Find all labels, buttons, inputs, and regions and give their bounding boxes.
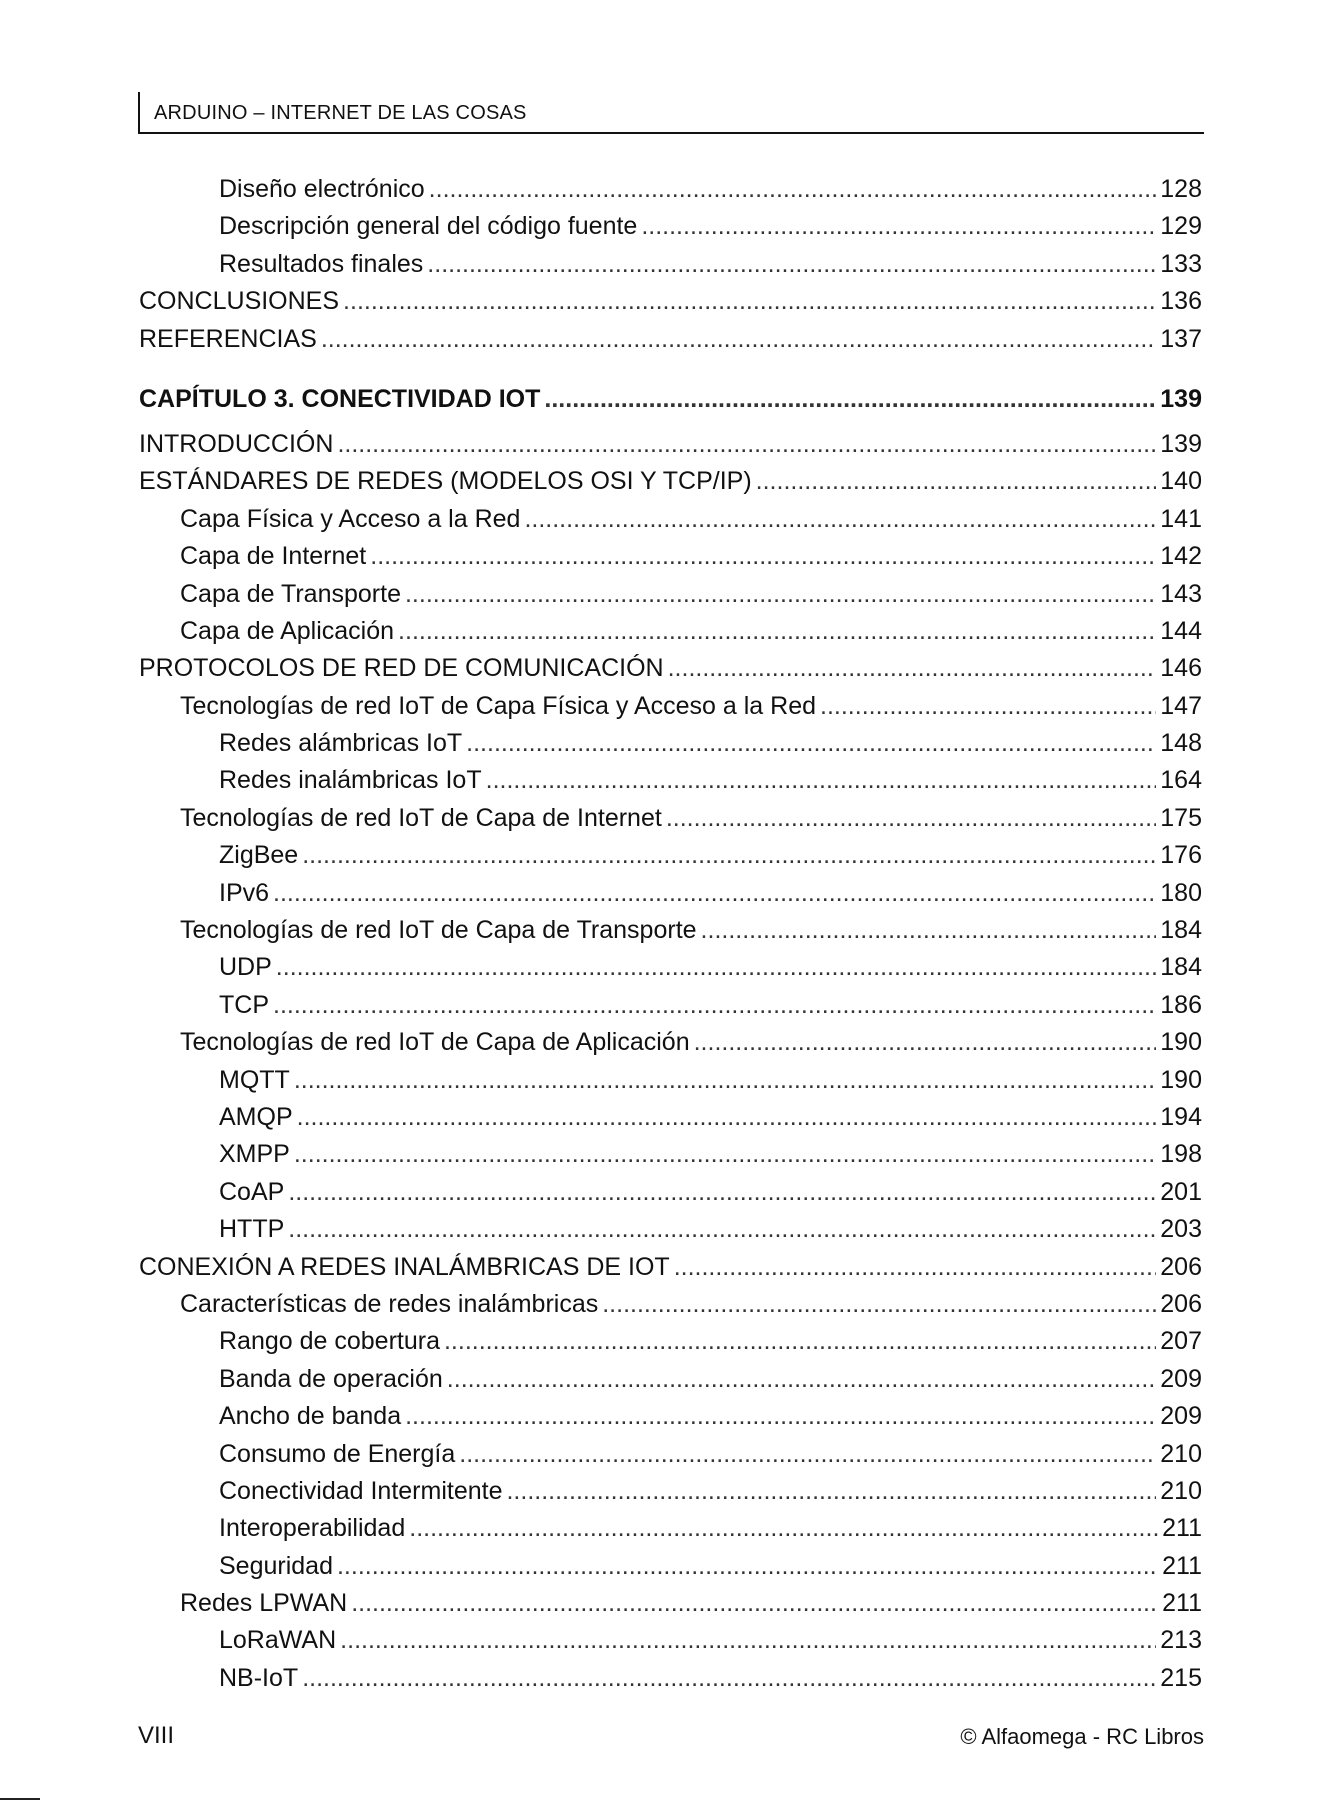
toc-entry-title: Capa de Aplicación — [180, 616, 395, 645]
toc-dot-leader — [337, 1548, 1158, 1585]
toc-entry-title: REFERENCIAS — [139, 324, 317, 353]
toc-entry — [139, 1249, 1202, 1286]
toc-entry — [139, 208, 1202, 245]
toc-entry-title: CAPÍTULO 3. CONECTIVIDAD IOT — [139, 384, 541, 413]
toc-dot-leader — [398, 613, 1156, 650]
toc-entry — [139, 1548, 1202, 1585]
toc-entry-title: TCP — [219, 990, 269, 1019]
toc-entry-page: 210 — [1160, 1476, 1202, 1505]
toc-dot-leader — [302, 837, 1156, 874]
toc-entry-page: 207 — [1160, 1327, 1202, 1356]
toc-entry-page: 206 — [1160, 1252, 1202, 1281]
toc-dot-leader — [294, 1136, 1156, 1173]
toc-entry-title: Diseño electrónico — [219, 175, 425, 203]
toc-entry — [139, 283, 1202, 320]
toc-entry-page: 184 — [1160, 916, 1202, 945]
toc-dot-leader — [466, 725, 1156, 762]
toc-entry-page: 194 — [1160, 1102, 1202, 1131]
toc-entry — [139, 949, 1202, 986]
toc-dot-leader — [641, 208, 1156, 245]
toc-dot-leader — [294, 1062, 1156, 1099]
toc-dot-leader — [524, 501, 1156, 538]
toc-entry — [139, 501, 1202, 538]
toc-entry-title: Tecnologías de red IoT de Capa Física y Acceso a la Red — [180, 691, 817, 720]
toc-dot-leader — [506, 1473, 1156, 1510]
toc-entry-page: 176 — [1160, 841, 1202, 870]
toc-entry-page: 211 — [1162, 1514, 1202, 1543]
toc-entry-title: Tecnologías de red IoT de Capa de Internet — [180, 803, 662, 832]
toc-entry-title: Interoperabilidad — [219, 1514, 406, 1543]
toc-entry-page: 143 — [1160, 579, 1202, 608]
toc-entry-title: ZigBee — [219, 841, 299, 870]
toc-entry-title: Rango de cobertura — [219, 1327, 440, 1356]
toc-entry-page: 211 — [1162, 1589, 1202, 1618]
table-of-contents — [139, 171, 1202, 1697]
toc-entry-title: Características de redes inalámbricas — [180, 1289, 599, 1318]
toc-entry-page: 148 — [1160, 729, 1202, 758]
toc-entry-title: Consumo de Energía — [219, 1439, 456, 1468]
toc-entry-page: 129 — [1160, 212, 1202, 241]
toc-entry — [139, 576, 1202, 613]
toc-dot-leader — [351, 1585, 1158, 1622]
toc-dot-leader — [321, 321, 1156, 358]
toc-entry — [139, 463, 1202, 500]
toc-entry — [139, 1398, 1202, 1435]
toc-entry — [139, 1323, 1202, 1360]
toc-entry — [139, 171, 1202, 208]
running-header — [138, 92, 1204, 134]
toc-entry — [139, 987, 1202, 1024]
toc-entry-page: 142 — [1160, 542, 1202, 571]
toc-entry — [139, 1062, 1202, 1099]
toc-entry-title: PROTOCOLOS DE RED DE COMUNICACIÓN — [139, 654, 664, 683]
toc-entry-title: XMPP — [219, 1140, 290, 1169]
toc-entry — [139, 1585, 1202, 1622]
toc-entry-title: Descripción general del código fuente — [219, 212, 638, 241]
toc-dot-leader — [337, 426, 1156, 463]
toc-entry-page: 210 — [1160, 1439, 1202, 1468]
toc-entry — [139, 875, 1202, 912]
toc-entry-title: Capa de Transporte — [180, 579, 401, 608]
toc-entry-page: 139 — [1160, 429, 1202, 458]
toc-dot-leader — [701, 912, 1157, 949]
toc-entry-page: 184 — [1160, 953, 1202, 982]
toc-entry-title: Conectividad Intermitente — [219, 1476, 503, 1505]
toc-entry — [139, 800, 1202, 837]
toc-entry-title: MQTT — [219, 1065, 290, 1094]
toc-entry-page: 139 — [1160, 384, 1202, 413]
toc-entry-title: Capa de Internet — [180, 542, 367, 571]
toc-entry-title: CoAP — [219, 1177, 285, 1206]
header-title: ARDUINO – INTERNET DE LAS COSAS — [154, 102, 527, 124]
toc-entry-page: 144 — [1160, 616, 1202, 645]
toc-entry-title: Redes LPWAN — [180, 1589, 348, 1618]
toc-entry-page: 190 — [1160, 1065, 1202, 1094]
toc-dot-leader — [447, 1361, 1156, 1398]
toc-entry-title: Banda de operación — [219, 1364, 443, 1393]
toc-entry-page: 137 — [1160, 324, 1202, 353]
toc-entry-title: IPv6 — [219, 878, 270, 907]
toc-entry-title: AMQP — [219, 1102, 293, 1131]
toc-entry — [139, 1099, 1202, 1136]
page-number: VIII — [138, 1722, 175, 1749]
toc-entry — [139, 912, 1202, 949]
toc-entry-title: HTTP — [219, 1215, 285, 1244]
toc-entry-title: CONCLUSIONES — [139, 287, 340, 316]
toc-entry-title: ESTÁNDARES DE REDES (MODELOS OSI Y TCP/IP) — [139, 467, 752, 496]
toc-dot-leader — [288, 1174, 1156, 1211]
toc-entry — [139, 1211, 1202, 1248]
toc-chapter-heading — [139, 374, 1202, 424]
toc-dot-leader — [405, 576, 1156, 613]
toc-entry-title: Ancho de banda — [219, 1402, 402, 1431]
toc-entry-page: 180 — [1160, 878, 1202, 907]
toc-entry-page: 209 — [1160, 1402, 1202, 1431]
toc-entry-page: 140 — [1160, 467, 1202, 496]
toc-entry-page: 215 — [1160, 1663, 1202, 1692]
toc-dot-leader — [674, 1249, 1157, 1286]
toc-dot-leader — [409, 1510, 1158, 1547]
toc-entry-title: Redes alámbricas IoT — [219, 729, 463, 758]
toc-entry — [139, 538, 1202, 575]
toc-entry — [139, 613, 1202, 650]
toc-entry — [139, 1024, 1202, 1061]
toc-dot-leader — [302, 1660, 1156, 1697]
toc-entry-page: 186 — [1160, 990, 1202, 1019]
toc-dot-leader — [544, 374, 1156, 424]
toc-entry-page: 190 — [1160, 1028, 1202, 1057]
toc-entry-title: NB-IoT — [219, 1663, 299, 1692]
toc-entry-title: Tecnologías de red IoT de Capa de Transporte — [180, 916, 697, 945]
toc-entry-page: 141 — [1160, 504, 1202, 533]
toc-entry-page: 211 — [1162, 1551, 1202, 1580]
toc-dot-leader — [273, 875, 1156, 912]
toc-entry-page: 198 — [1160, 1140, 1202, 1169]
toc-entry — [139, 1660, 1202, 1697]
toc-entry — [139, 321, 1202, 358]
toc-entry-title: CONEXIÓN A REDES INALÁMBRICAS DE IOT — [139, 1252, 670, 1281]
toc-dot-leader — [429, 171, 1157, 208]
toc-entry-page: 136 — [1160, 287, 1202, 316]
toc-dot-leader — [340, 1622, 1156, 1659]
toc-entry-page: 203 — [1160, 1215, 1202, 1244]
toc-entry-page: 146 — [1160, 654, 1202, 683]
toc-entry-page: 209 — [1160, 1364, 1202, 1393]
toc-dot-leader — [459, 1436, 1156, 1473]
crop-mark — [0, 1798, 40, 1800]
toc-entry — [139, 426, 1202, 463]
toc-entry — [139, 688, 1202, 725]
toc-entry-page: 201 — [1160, 1177, 1202, 1206]
toc-entry-title: Seguridad — [219, 1551, 333, 1580]
toc-dot-leader — [297, 1099, 1157, 1136]
toc-entry-title: Tecnologías de red IoT de Capa de Aplicación — [180, 1028, 690, 1057]
toc-entry — [139, 1473, 1202, 1510]
toc-entry-page: 175 — [1160, 803, 1202, 832]
toc-dot-leader — [273, 987, 1156, 1024]
toc-dot-leader — [666, 800, 1156, 837]
toc-entry-title: Capa Física y Acceso a la Red — [180, 504, 521, 533]
toc-entry — [139, 762, 1202, 799]
toc-entry — [139, 1361, 1202, 1398]
toc-entry — [139, 650, 1202, 687]
toc-entry — [139, 1174, 1202, 1211]
toc-dot-leader — [820, 688, 1156, 725]
toc-entry-title: UDP — [219, 953, 272, 982]
toc-entry-title: INTRODUCCIÓN — [139, 429, 334, 458]
toc-dot-leader — [370, 538, 1156, 575]
toc-dot-leader — [343, 283, 1156, 320]
toc-entry-page: 147 — [1160, 691, 1202, 720]
toc-entry — [139, 1286, 1202, 1323]
toc-entry-title: Redes inalámbricas IoT — [219, 766, 482, 795]
toc-dot-leader — [602, 1286, 1156, 1323]
toc-dot-leader — [444, 1323, 1156, 1360]
toc-entry — [139, 1136, 1202, 1173]
toc-dot-leader — [756, 463, 1157, 500]
toc-dot-leader — [486, 762, 1157, 799]
toc-dot-leader — [288, 1211, 1156, 1248]
toc-entry — [139, 246, 1202, 283]
toc-dot-leader — [668, 650, 1157, 687]
toc-entry — [139, 1510, 1202, 1547]
toc-entry-page: 133 — [1160, 249, 1202, 278]
toc-entry — [139, 1622, 1202, 1659]
toc-entry-page: 213 — [1160, 1626, 1202, 1655]
toc-entry — [139, 1436, 1202, 1473]
toc-dot-leader — [405, 1398, 1156, 1435]
publisher-credit: © Alfaomega - RC Libros — [960, 1724, 1204, 1749]
toc-entry-page: 206 — [1160, 1289, 1202, 1318]
toc-dot-leader — [427, 246, 1156, 283]
toc-entry — [139, 837, 1202, 874]
toc-entry-title: Resultados finales — [219, 249, 424, 278]
toc-entry-page: 164 — [1160, 766, 1202, 795]
toc-dot-leader — [276, 949, 1156, 986]
toc-entry-title: LoRaWAN — [219, 1626, 337, 1655]
toc-entry-page: 128 — [1160, 175, 1202, 203]
toc-dot-leader — [694, 1024, 1157, 1061]
toc-entry — [139, 725, 1202, 762]
